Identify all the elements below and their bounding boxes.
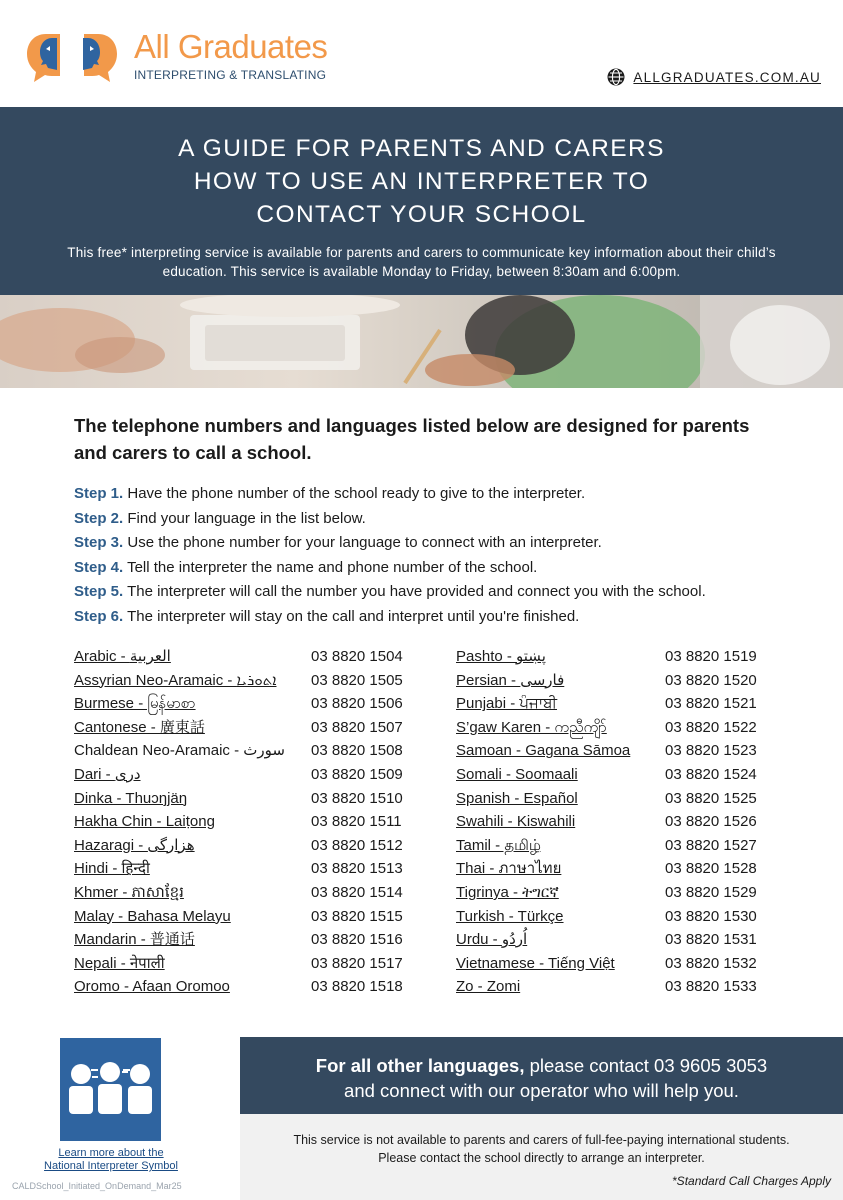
title-line: HOW TO USE AN INTERPRETER TO	[193, 168, 650, 195]
language-row	[74, 763, 419, 787]
language-link[interactable]: Arabic - العربية	[74, 648, 171, 665]
language-link[interactable]: Dari - دری	[74, 765, 141, 783]
language-row	[456, 928, 801, 952]
step-item	[74, 482, 794, 507]
language-phone: 03 8820 1518	[311, 978, 403, 996]
intro-text: The telephone numbers and languages listed below are designed for parents and carers to call a school.	[74, 415, 750, 463]
language-link[interactable]: Hindi - हिन्दी	[74, 860, 150, 878]
language-row	[74, 905, 419, 929]
language-list-left	[74, 645, 419, 999]
language-row	[74, 669, 419, 693]
language-row	[456, 975, 801, 999]
language-phone: 03 8820 1507	[311, 718, 403, 736]
globe-icon	[607, 68, 625, 86]
contact-phone-text: please contact 03 9605 3053	[524, 1055, 768, 1076]
contact-bold: For all other languages,	[315, 1055, 525, 1076]
notice-line: Please contact the school directly to arrange an interpreter.	[378, 1151, 705, 1165]
language-phone: 03 8820 1519	[665, 648, 757, 665]
website-link[interactable]	[607, 68, 821, 86]
language-phone: 03 8820 1527	[665, 836, 757, 854]
language-list-right	[456, 645, 801, 999]
language-phone: 03 8820 1522	[665, 718, 757, 736]
language-row	[74, 739, 419, 763]
language-phone: 03 8820 1531	[665, 931, 757, 949]
language-phone: 03 8820 1520	[665, 671, 757, 689]
language-phone: 03 8820 1509	[311, 765, 403, 783]
language-phone: 03 8820 1510	[311, 789, 403, 807]
step-number: Step 1.	[74, 485, 124, 502]
website-url[interactable]: ALLGRADUATES.COM.AU	[633, 69, 821, 85]
brand-name: All Graduates	[134, 28, 328, 65]
language-link[interactable]: Hakha Chin - Laiṭong	[74, 813, 215, 831]
step-text: The interpreter will call the number you have provided and connect you with the school.	[123, 583, 706, 601]
symbol-link-line[interactable]: Learn more about the	[58, 1147, 164, 1159]
language-link[interactable]: Swahili - Kiswahili	[456, 813, 576, 831]
step-number: Step 2.	[74, 509, 124, 527]
language-link[interactable]: Dinka - Thuɔŋjäŋ	[74, 789, 188, 807]
language-phone: 03 8820 1532	[665, 954, 757, 972]
language-name: Chaldean Neo-Aramaic - سورث	[74, 742, 285, 760]
step-number: Step 5.	[74, 583, 124, 601]
language-row	[74, 692, 419, 716]
interpreter-symbol-icon	[60, 1038, 161, 1141]
language-link[interactable]: Urdu - اُردُو	[456, 931, 528, 949]
step-item	[74, 556, 794, 581]
step-item	[74, 507, 794, 532]
language-row	[456, 952, 801, 976]
language-phone: 03 8820 1508	[311, 742, 403, 760]
language-row	[74, 645, 419, 669]
language-row	[456, 834, 801, 858]
step-text: The interpreter will stay on the call and interpret until you're finished.	[123, 607, 580, 625]
language-row	[74, 928, 419, 952]
step-text: Have the phone number of the school ready to give to the interpreter.	[123, 485, 586, 502]
language-row	[74, 716, 419, 740]
language-link[interactable]: Malay - Bahasa Melayu	[74, 907, 231, 925]
language-row	[456, 716, 801, 740]
step-text: Tell the interpreter the name and phone number of the school.	[123, 558, 538, 576]
language-link[interactable]: Zo - Zomi	[456, 978, 521, 996]
language-row	[74, 952, 419, 976]
language-link[interactable]: S’gaw Karen - ကညီကျိာ်	[456, 718, 607, 736]
title-line: A GUIDE FOR PARENTS AND CARERS	[178, 135, 665, 162]
language-phone: 03 8820 1529	[665, 883, 757, 901]
language-row	[74, 787, 419, 811]
document-code: CALDSchool_Initiated_OnDemand_Mar25	[12, 1181, 182, 1191]
other-languages-box	[240, 1037, 843, 1114]
language-phone: 03 8820 1524	[665, 765, 757, 783]
steps-list	[74, 482, 794, 630]
language-row	[456, 645, 801, 669]
symbol-link-line[interactable]: National Interpreter Symbol	[44, 1160, 178, 1172]
language-row	[456, 739, 801, 763]
language-link[interactable]: Khmer - ភាសាខ្មែរ	[74, 883, 184, 901]
title-line: CONTACT YOUR SCHOOL	[256, 201, 587, 228]
language-link[interactable]: Samoan - Gagana Sāmoa	[456, 742, 631, 760]
banner-subtitle: This free* interpreting service is available for parents and carers to communicate key information about their child’s education. This service is available Monday to Friday, between 8:30am and 6:00pm.	[67, 245, 776, 279]
language-phone: 03 8820 1516	[311, 931, 403, 949]
language-link[interactable]: Vietnamese - Tiếng Việt	[456, 954, 615, 972]
brand-tagline: INTERPRETING & TRANSLATING	[134, 68, 327, 82]
language-row	[74, 881, 419, 905]
language-link[interactable]: Mandarin - 普通话	[74, 931, 195, 949]
step-text: Use the phone number for your language to connect with an interpreter.	[123, 534, 602, 552]
language-row	[456, 905, 801, 929]
language-link[interactable]: Persian - فارسی	[456, 671, 565, 689]
classroom-photo	[0, 295, 843, 388]
notice-line: This service is not available to parents and carers of full-fee-paying international students.	[293, 1133, 790, 1147]
call-charges-note: *Standard Call Charges Apply	[672, 1174, 831, 1188]
language-link[interactable]: Assyrian Neo-Aramaic - ܐܬܘܪܝܐ	[74, 671, 277, 689]
language-phone: 03 8820 1517	[311, 954, 403, 972]
title-banner	[0, 107, 843, 295]
language-link[interactable]: Turkish - Türkçe	[456, 907, 564, 925]
step-text: Find your language in the list below.	[123, 509, 366, 527]
step-number: Step 4.	[74, 558, 124, 576]
step-item	[74, 531, 794, 556]
language-link[interactable]: Tigrinya - ትግርኛ	[456, 883, 559, 901]
step-item	[74, 580, 794, 605]
language-link[interactable]: Hazaragi - هزارگی	[74, 836, 195, 854]
language-row	[456, 810, 801, 834]
language-phone: 03 8820 1513	[311, 860, 403, 878]
language-phone: 03 8820 1506	[311, 695, 403, 713]
language-row	[456, 787, 801, 811]
language-phone: 03 8820 1525	[665, 789, 757, 807]
language-link[interactable]: Burmese - မြန်မာစာ	[74, 695, 196, 713]
contact-line-1	[240, 1053, 843, 1078]
language-phone: 03 8820 1515	[311, 907, 403, 925]
language-row	[74, 834, 419, 858]
language-phone: 03 8820 1523	[665, 742, 757, 760]
language-phone: 03 8820 1530	[665, 907, 757, 925]
language-row	[456, 857, 801, 881]
language-row	[456, 763, 801, 787]
language-phone: 03 8820 1526	[665, 813, 757, 831]
language-phone: 03 8820 1528	[665, 860, 757, 878]
contact-line-2: and connect with our operator who will help you.	[344, 1080, 739, 1101]
language-link[interactable]: Pashto - پښتو	[456, 648, 546, 665]
language-phone: 03 8820 1521	[665, 695, 757, 713]
language-link[interactable]: Thai - ภาษาไทย	[456, 860, 562, 878]
notice-box	[240, 1114, 843, 1200]
language-phone: 03 8820 1505	[311, 671, 403, 689]
interpreter-symbol-logo	[60, 1038, 161, 1141]
language-row	[456, 669, 801, 693]
language-row	[456, 881, 801, 905]
language-link[interactable]: Punjabi - ਪੰਜਾਬੀ	[456, 695, 558, 713]
step-number: Step 6.	[74, 607, 124, 625]
language-row	[74, 810, 419, 834]
language-link[interactable]: Nepali - नेपाली	[74, 954, 165, 972]
step-item	[74, 605, 794, 630]
language-link[interactable]: Tamil - தமிழ்	[456, 836, 541, 854]
interpreter-symbol-link[interactable]	[22, 1147, 200, 1173]
language-link[interactable]: Cantonese - 廣東話	[74, 718, 205, 736]
language-link[interactable]: Somali - Soomaali	[456, 765, 578, 783]
language-row	[456, 692, 801, 716]
logo-heads-icon	[26, 32, 118, 84]
step-number: Step 3.	[74, 534, 124, 552]
header	[0, 0, 843, 107]
language-phone: 03 8820 1514	[311, 883, 403, 901]
page-title	[0, 107, 843, 231]
language-link[interactable]: Oromo - Afaan Oromoo	[74, 978, 230, 996]
language-phone: 03 8820 1504	[311, 648, 403, 665]
language-link[interactable]: Spanish - Español	[456, 789, 578, 807]
notice-text	[240, 1131, 843, 1167]
language-phone: 03 8820 1511	[311, 813, 402, 831]
language-phone: 03 8820 1533	[665, 978, 757, 996]
language-row	[74, 857, 419, 881]
language-row	[74, 975, 419, 999]
language-phone: 03 8820 1512	[311, 836, 403, 854]
